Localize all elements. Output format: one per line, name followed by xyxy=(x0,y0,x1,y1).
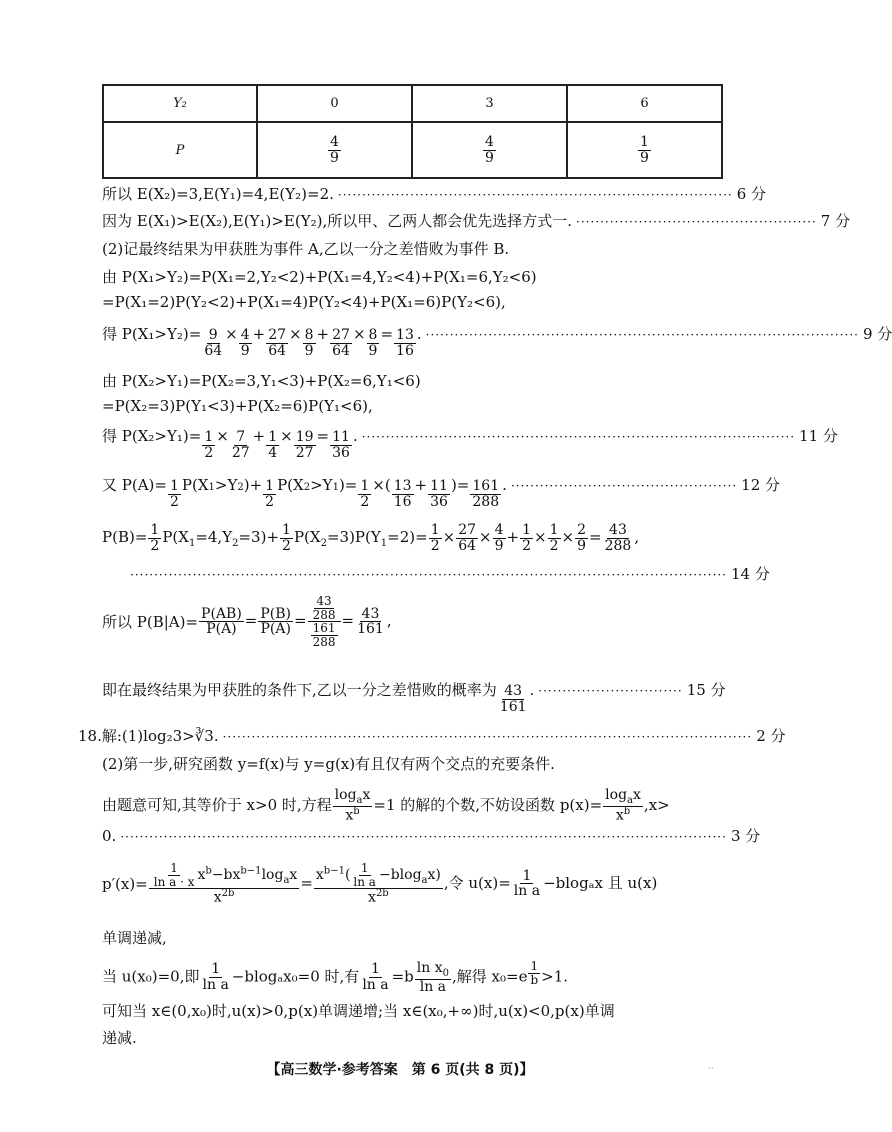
solution-line: 因为 E(X₁)>E(X₂),E(Y₁)>E(Y₂),所以甲、乙两人都会优先选择方式一. ·················································· 7 分 xyxy=(102,212,851,230)
solution-line: 又 P(A)= $\frac{1}{2}$ P(X $^1$ >Y 2 )+ $\frac{1}{2}$ P(X $^2$ >Y 1 )= $\frac{1}{2}$ ×( $\frac{13}{16}$ + $\frac{11}{36}$ )= $\frac{161}{288}$ . ··············································· 12 分 xyxy=(102,476,781,510)
table-cell: $\frac{1}{9}$ xyxy=(567,122,722,178)
score-mark: 2 分 xyxy=(756,727,786,745)
score-mark: 6 分 xyxy=(736,185,767,203)
solution-line: 即在最终结果为甲获胜的条件下,乙以一分之差惜败的概率为 $\frac{43}{161}$ . ······························ 15 分 xyxy=(102,681,726,715)
solution-line: 可知当 x∈(0,x₀)时,u(x)>0,p(x)单调递增;当 x∈(x₀,+∞)时,u(x)<0,p(x)单调 xyxy=(102,1002,615,1020)
solution-line: ···························································································································· 14 分 xyxy=(130,565,770,583)
solution-line: p′(x)= $\frac{1}{\text{ln a · x}}$ $x^b-bx^{b-1}\log_ax$ $x^{2b}$ = $x^{b-1}$( $\frac{1}{\text{ln a}}$ −blog$_a$x) $x^{2b}$ ,令 u(x)= $\frac{1}{\text{ln a}}$ −blogₐx 且 u(x) xyxy=(102,861,658,906)
solution-line: (2)记最终结果为甲获胜为事件 A,乙以一分之差惜败为事件 B. xyxy=(102,240,510,258)
solution-line: 18.解:(1)log₂3>∛3. ·············································································································· 2 分 xyxy=(78,727,786,745)
table-prob-row xyxy=(103,122,722,178)
table-cell: 0 xyxy=(257,85,412,122)
distribution-table xyxy=(102,84,723,179)
solution-line: 当 u(x₀)=0,即 $\frac{1}{\text{ln a}}$ −blogₐx₀=0 时,有 $\frac{1}{\text{ln a}}$ =b $\frac{\ln x_0}{\text{ln a}}$ ,解得 x₀=e $^{\frac{1}{b}}$ >1. xyxy=(102,959,569,995)
solution-line: 所以 P(B|A)= $\frac{P(AB)}{P(A)}$ = $\frac{P(B)}{P(A)}$ = $\frac{\frac{43}{288}}{\frac{161}{288}}$ = $\frac{43}{161}$ , xyxy=(102,594,392,649)
table-cell: $\frac{4}{9}$ xyxy=(412,122,567,178)
score-mark: 12 分 xyxy=(741,476,781,494)
solution-line: 递减. xyxy=(102,1029,137,1047)
solution-line: 得 P(X₂>Y₁)= $\frac{1}{2}$ × $\frac{7}{27}$ + $\frac{1}{4}$ × $\frac{19}{27}$ = $\frac{11}{36}$ . ·························································································· 11 分 xyxy=(102,427,838,461)
table-cell: 3 xyxy=(412,85,567,122)
table-cell: 6 xyxy=(567,85,722,122)
corner-mark: ·· xyxy=(708,1064,714,1074)
solution-line: P(B)= $\frac{1}{2}$ $P(X_1=4,Y_2=3)+$ $\frac{1}{2}$ $P(X_2=3)P(Y_1=2)=$ $\frac{1}{2}$ × $\frac{27}{64}$ × $\frac{4}{9}$ + $\frac{1}{2}$ × $\frac{1}{2}$ × $\frac{2}{9}$ = $\frac{43}{288}$ , xyxy=(102,522,640,554)
page-footer: 【高三数学·参考答案 第 6 页(共 8 页)】 xyxy=(266,1062,534,1078)
solution-line: 所以 E(X₂)=3,E(Y₁)=4,E(Y₂)=2. ·················································································· 6 分 xyxy=(102,185,767,203)
solution-line: 由 P(X₁>Y₂)=P(X₁=2,Y₂<2)+P(X₁=4,Y₂<4)+P(X₁=6,Y₂<6) xyxy=(102,268,537,286)
score-mark: 9 分 xyxy=(862,325,892,343)
table-cell: P xyxy=(103,122,257,178)
solution-line: 得 P(X₁>Y₂)= $\frac{9}{64}$ × $\frac{4}{9}$ + $\frac{27}{64}$ × $\frac{8}{9}$ + $\frac{27}{64}$ × $\frac{8}{9}$ = $\frac{13}{16}$ . ·························································································· 9 分 xyxy=(102,325,892,359)
solution-line: 单调递减, xyxy=(102,929,167,947)
score-mark: 7 分 xyxy=(820,212,851,230)
solution-line: 由 P(X₂>Y₁)=P(X₂=3,Y₁<3)+P(X₂=6,Y₁<6) xyxy=(102,372,421,390)
table-cell: $\frac{4}{9}$ xyxy=(257,122,412,178)
table-header-row xyxy=(103,85,722,122)
score-mark: 15 分 xyxy=(686,681,726,699)
solution-line: =P(X₁=2)P(Y₂<2)+P(X₁=4)P(Y₂<4)+P(X₁=6)P(Y₂<6), xyxy=(102,293,506,311)
solution-line: =P(X₂=3)P(Y₁<3)+P(X₂=6)P(Y₁<6), xyxy=(102,397,373,415)
solution-line: 0. ······························································································································ 3 分 xyxy=(102,827,761,845)
score-mark: 14 分 xyxy=(731,565,770,583)
solution-line: 由题意可知,其等价于 x>0 时,方程 $\frac{\log_ax}{x^b}$ =1 的解的个数,不妨设函数 p(x)= $\frac{\log_ax}{x^b}$ ,x> xyxy=(102,787,670,824)
score-mark: 3 分 xyxy=(730,827,761,845)
table-cell: Y₂ xyxy=(103,85,257,122)
score-mark: 11 分 xyxy=(799,427,838,445)
solution-line: (2)第一步,研究函数 y=f(x)与 y=g(x)有且仅有两个交点的充要条件. xyxy=(102,755,555,773)
